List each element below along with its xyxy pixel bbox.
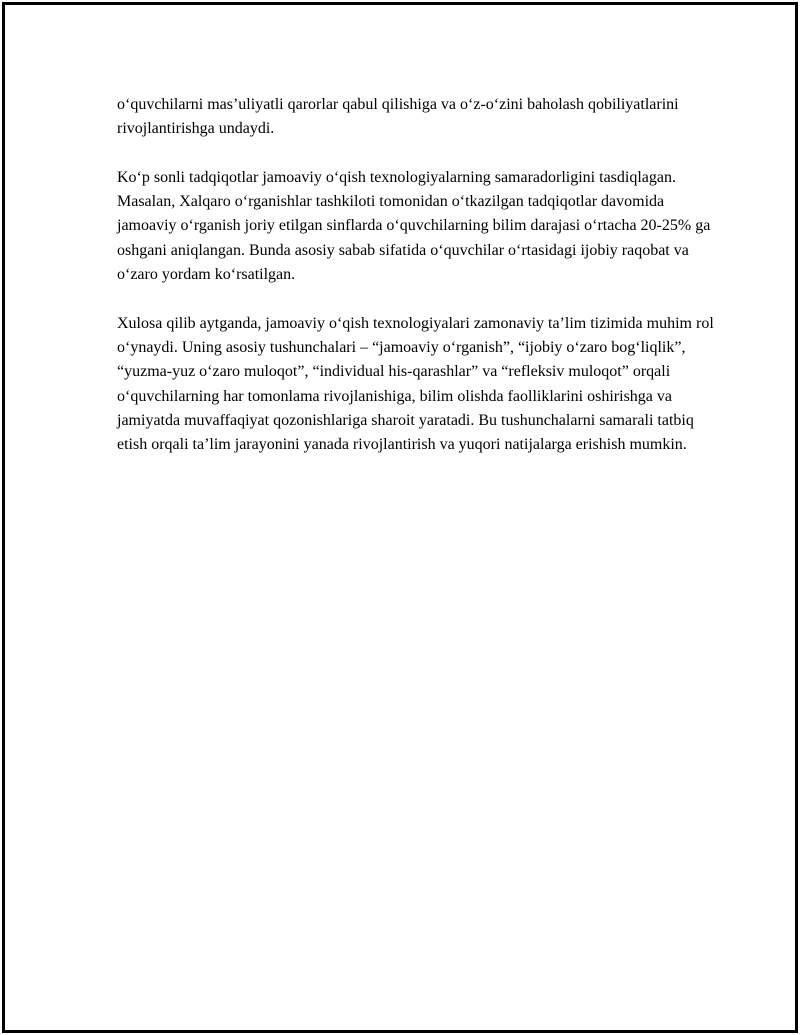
paragraph-intro-continuation: o‘quvchilarni mas’uliyatli qarorlar qabul qilishiga va o‘z-o‘zini baholash qobiliyatlarini rivojlantirishga undaydi. (117, 96, 679, 138)
paragraph-conclusion: Xulosa qilib aytganda, jamoaviy o‘qish texnologiyalari zamonaviy ta’lim tizimida muhim rol o‘ynaydi. Uning asosiy tushunchalari – “jamoaviy o‘rganish”, “ijobiy o‘zaro bog‘liqlik”, “yuzma-yuz o‘zaro muloqot”, “individual his-qarashlar” va “refleksiv muloqot” orqali o‘quvchilarning har tomonlama rivojlanishiga, bilim olishda faolliklarini oshirishga va jamiyatda muvaffaqiyat qozonishlariga sharoit yaratadi. Bu tushunchalarni samarali tatbiq etish orqali ta’lim jarayonini yanada rivojlantirish va yuqori natijalarga erishish mumkin. (117, 314, 714, 454)
paragraph-research-findings: Ko‘p sonli tadqiqotlar jamoaviy o‘qish texnologiyalarning samaradorligini tasdiqlagan. Masalan, Xalqaro o‘rganishlar tashkiloti tomonidan o‘tkazilgan tadqiqotlar davomida jamoaviy o‘rganish joriy etilgan sinflarda o‘quvchilarning bilim darajasi o‘rtacha 20-25% ga oshgani aniqlangan. Bunda asosiy sabab sifatida o‘quvchilar o‘rtasidagi ijobiy raqobat va o‘zaro yordam ko‘rsatilgan. (117, 168, 711, 284)
document-body (117, 93, 717, 482)
